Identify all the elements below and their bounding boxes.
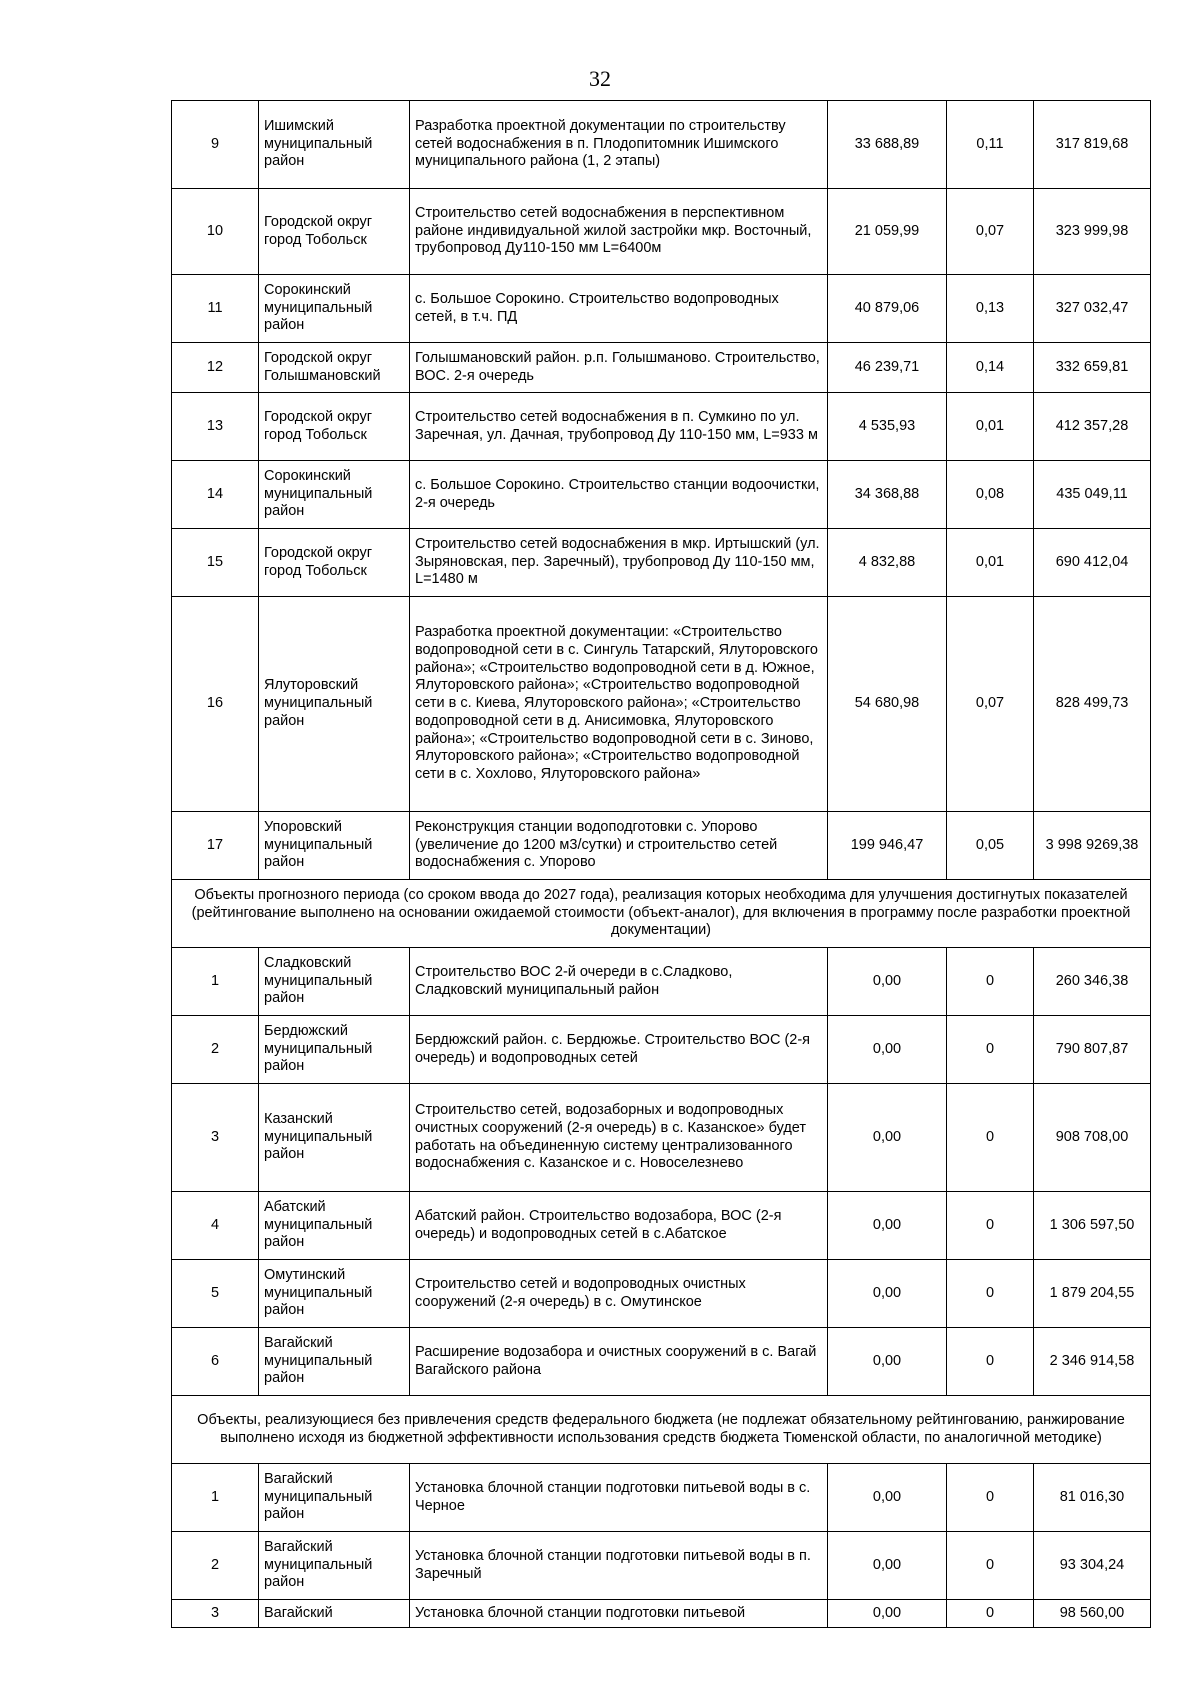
table-row (172, 461, 1151, 529)
cell-object: Реконструкция станции водоподготовки с. Упорово (увеличение до 1200 м3/сутки) и строительство сетей водоснабжения с. Упорово (410, 812, 828, 880)
table-row (172, 101, 1151, 189)
cell-sum: 81 016,30 (1034, 1464, 1151, 1532)
cell-municipality: Вагайский (259, 1600, 410, 1628)
table-row (172, 1084, 1151, 1192)
cell-sum: 1 306 597,50 (1034, 1192, 1151, 1260)
cell-number: 3 (172, 1600, 259, 1628)
table-row (172, 597, 1151, 812)
cell-cost: 34 368,88 (828, 461, 947, 529)
cell-cost: 54 680,98 (828, 597, 947, 812)
section-header: Объекты, реализующиеся без привлечения средств федерального бюджета (не подлежат обязательному рейтингованию, ранжирование выполнено исходя из бюджетной эффективности использования средств бюджета Тюменской области, по аналогичной методике) (172, 1396, 1151, 1464)
table-row (172, 1192, 1151, 1260)
cell-object: Строительство сетей водоснабжения в мкр. Иртышский (ул. Зыряновская, пер. Заречный), трубопровод Ду 110-150 мм, L=1480 м (410, 529, 828, 597)
table-row (172, 1532, 1151, 1600)
table-row (172, 393, 1151, 461)
table-row (172, 1260, 1151, 1328)
cell-municipality: Сорокинский муниципальный район (259, 461, 410, 529)
cell-object: Строительство ВОС 2-й очереди в с.Сладково, Сладковский муниципальный район (410, 948, 828, 1016)
cell-object: Строительство сетей, водозаборных и водопроводных очистных сооружений (2-я очередь) в с. Казанское» будет работать на объединенную систему централизованного водоснабжения с. Казанское и с. Новоселезнево (410, 1084, 828, 1192)
cell-municipality: Сладковский муниципальный район (259, 948, 410, 1016)
cell-number: 1 (172, 1464, 259, 1532)
projects-table (171, 100, 1151, 1628)
section-header-row (172, 880, 1151, 948)
cell-sum: 435 049,11 (1034, 461, 1151, 529)
cell-municipality: Вагайский муниципальный район (259, 1532, 410, 1600)
cell-number: 10 (172, 189, 259, 275)
table-row (172, 1328, 1151, 1396)
cell-cost: 199 946,47 (828, 812, 947, 880)
cell-coefficient: 0,01 (947, 393, 1034, 461)
table-row (172, 948, 1151, 1016)
cell-object: Голышмановский район. р.п. Голышманово. Строительство, ВОС. 2-я очередь (410, 343, 828, 393)
cell-coefficient: 0,08 (947, 461, 1034, 529)
cell-sum: 790 807,87 (1034, 1016, 1151, 1084)
cell-object: Расширение водозабора и очистных сооружений в с. Вагай Вагайского района (410, 1328, 828, 1396)
cell-number: 3 (172, 1084, 259, 1192)
table-row (172, 1600, 1151, 1628)
cell-coefficient: 0,01 (947, 529, 1034, 597)
table-row (172, 1016, 1151, 1084)
cell-object: Установка блочной станции подготовки питьевой воды в п. Заречный (410, 1532, 828, 1600)
cell-object: Установка блочной станции подготовки питьевой воды в с. Черное (410, 1464, 828, 1532)
section-header: Объекты прогнозного периода (со сроком ввода до 2027 года), реализация которых необходима для улучшения достигнутых показателей (рейтингование выполнено на основании ожидаемой стоимости (объект-аналог), для включения в программу после разработки проектной документации) (172, 880, 1151, 948)
cell-coefficient: 0 (947, 1192, 1034, 1260)
cell-sum: 98 560,00 (1034, 1600, 1151, 1628)
cell-cost: 46 239,71 (828, 343, 947, 393)
cell-municipality: Упоровский муниципальный район (259, 812, 410, 880)
table-row (172, 275, 1151, 343)
cell-coefficient: 0 (947, 948, 1034, 1016)
page-number: 32 (589, 66, 611, 91)
cell-coefficient: 0 (947, 1328, 1034, 1396)
cell-cost: 0,00 (828, 1016, 947, 1084)
cell-number: 12 (172, 343, 259, 393)
cell-municipality: Ишимский муниципальный район (259, 101, 410, 189)
cell-number: 1 (172, 948, 259, 1016)
cell-cost: 4 832,88 (828, 529, 947, 597)
cell-sum: 690 412,04 (1034, 529, 1151, 597)
cell-cost: 21 059,99 (828, 189, 947, 275)
cell-municipality: Омутинский муниципальный район (259, 1260, 410, 1328)
section-header-row (172, 1396, 1151, 1464)
cell-cost: 33 688,89 (828, 101, 947, 189)
cell-object: Строительство сетей водоснабжения в п. Сумкино по ул. Заречная, ул. Дачная, трубопровод Ду 110-150 мм, L=933 м (410, 393, 828, 461)
cell-sum: 332 659,81 (1034, 343, 1151, 393)
cell-municipality: Городской округ Голышмановский (259, 343, 410, 393)
cell-coefficient: 0 (947, 1260, 1034, 1328)
cell-sum: 323 999,98 (1034, 189, 1151, 275)
cell-coefficient: 0,05 (947, 812, 1034, 880)
cell-sum: 908 708,00 (1034, 1084, 1151, 1192)
cell-coefficient: 0 (947, 1016, 1034, 1084)
cell-object: с. Большое Сорокино. Строительство водопроводных сетей, в т.ч. ПД (410, 275, 828, 343)
cell-cost: 0,00 (828, 1260, 947, 1328)
cell-cost: 0,00 (828, 1192, 947, 1260)
cell-number: 17 (172, 812, 259, 880)
cell-cost: 0,00 (828, 1464, 947, 1532)
cell-number: 16 (172, 597, 259, 812)
cell-sum: 2 346 914,58 (1034, 1328, 1151, 1396)
cell-coefficient: 0,11 (947, 101, 1034, 189)
cell-object: Разработка проектной документации по строительству сетей водоснабжения в п. Плодопитомник Ишимского муниципального района (1, 2 этапы) (410, 101, 828, 189)
cell-cost: 0,00 (828, 1600, 947, 1628)
cell-sum: 1 879 204,55 (1034, 1260, 1151, 1328)
cell-sum: 260 346,38 (1034, 948, 1151, 1016)
cell-cost: 4 535,93 (828, 393, 947, 461)
cell-municipality: Казанский муниципальный район (259, 1084, 410, 1192)
cell-object: Разработка проектной документации: «Строительство водопроводной сети в с. Сингуль Татарский, Ялуторовского района»; «Строительство водопроводной сети в д. Южное, Ялуторовского района»; «Строительство водопроводной сети в с. Киева, Ялуторовского района»; «Строительство водопроводной сети в д. Анисимовка, Ялуторовского района»; «Строительство водопроводной сети в с. Зиново, Ялуторовского района»; «Строительство водопроводной сети в с. Хохлово, Ялуторовского района» (410, 597, 828, 812)
cell-municipality: Городской округ город Тобольск (259, 393, 410, 461)
cell-municipality: Городской округ город Тобольск (259, 529, 410, 597)
cell-municipality: Вагайский муниципальный район (259, 1328, 410, 1396)
cell-number: 14 (172, 461, 259, 529)
cell-cost: 0,00 (828, 1328, 947, 1396)
table-row (172, 1464, 1151, 1532)
cell-sum: 327 032,47 (1034, 275, 1151, 343)
cell-municipality: Вагайский муниципальный район (259, 1464, 410, 1532)
cell-coefficient: 0 (947, 1600, 1034, 1628)
cell-number: 4 (172, 1192, 259, 1260)
cell-object: Строительство сетей и водопроводных очистных сооружений (2-я очередь) в с. Омутинское (410, 1260, 828, 1328)
cell-coefficient: 0,07 (947, 597, 1034, 812)
cell-cost: 40 879,06 (828, 275, 947, 343)
cell-number: 13 (172, 393, 259, 461)
cell-object: Абатский район. Строительство водозабора, ВОС (2-я очередь) и водопроводных сетей в с.Абатское (410, 1192, 828, 1260)
cell-number: 2 (172, 1016, 259, 1084)
cell-coefficient: 0 (947, 1084, 1034, 1192)
cell-municipality: Абатский муниципальный район (259, 1192, 410, 1260)
cell-object: Установка блочной станции подготовки питьевой (410, 1600, 828, 1628)
cell-object: Строительство сетей водоснабжения в перспективном районе индивидуальной жилой застройки мкр. Восточный, трубопровод Ду110-150 мм L=6400м (410, 189, 828, 275)
cell-number: 2 (172, 1532, 259, 1600)
cell-object: Бердюжский район. с. Бердюжье. Строительство ВОС (2-я очередь) и водопроводных сетей (410, 1016, 828, 1084)
cell-municipality: Городской округ город Тобольск (259, 189, 410, 275)
cell-sum: 93 304,24 (1034, 1532, 1151, 1600)
cell-sum: 828 499,73 (1034, 597, 1151, 812)
cell-sum: 3 998 9269,38 (1034, 812, 1151, 880)
cell-coefficient: 0 (947, 1532, 1034, 1600)
cell-cost: 0,00 (828, 948, 947, 1016)
cell-coefficient: 0,07 (947, 189, 1034, 275)
cell-sum: 412 357,28 (1034, 393, 1151, 461)
cell-number: 9 (172, 101, 259, 189)
cell-coefficient: 0,14 (947, 343, 1034, 393)
cell-sum: 317 819,68 (1034, 101, 1151, 189)
cell-number: 6 (172, 1328, 259, 1396)
cell-municipality: Бердюжский муниципальный район (259, 1016, 410, 1084)
cell-number: 11 (172, 275, 259, 343)
table-row (172, 189, 1151, 275)
cell-object: с. Большое Сорокино. Строительство станции водоочистки, 2-я очередь (410, 461, 828, 529)
cell-cost: 0,00 (828, 1084, 947, 1192)
table-row (172, 529, 1151, 597)
cell-municipality: Ялуторовский муниципальный район (259, 597, 410, 812)
cell-coefficient: 0 (947, 1464, 1034, 1532)
cell-number: 15 (172, 529, 259, 597)
cell-municipality: Сорокинский муниципальный район (259, 275, 410, 343)
cell-cost: 0,00 (828, 1532, 947, 1600)
cell-number: 5 (172, 1260, 259, 1328)
table-row (172, 343, 1151, 393)
table-row (172, 812, 1151, 880)
cell-coefficient: 0,13 (947, 275, 1034, 343)
